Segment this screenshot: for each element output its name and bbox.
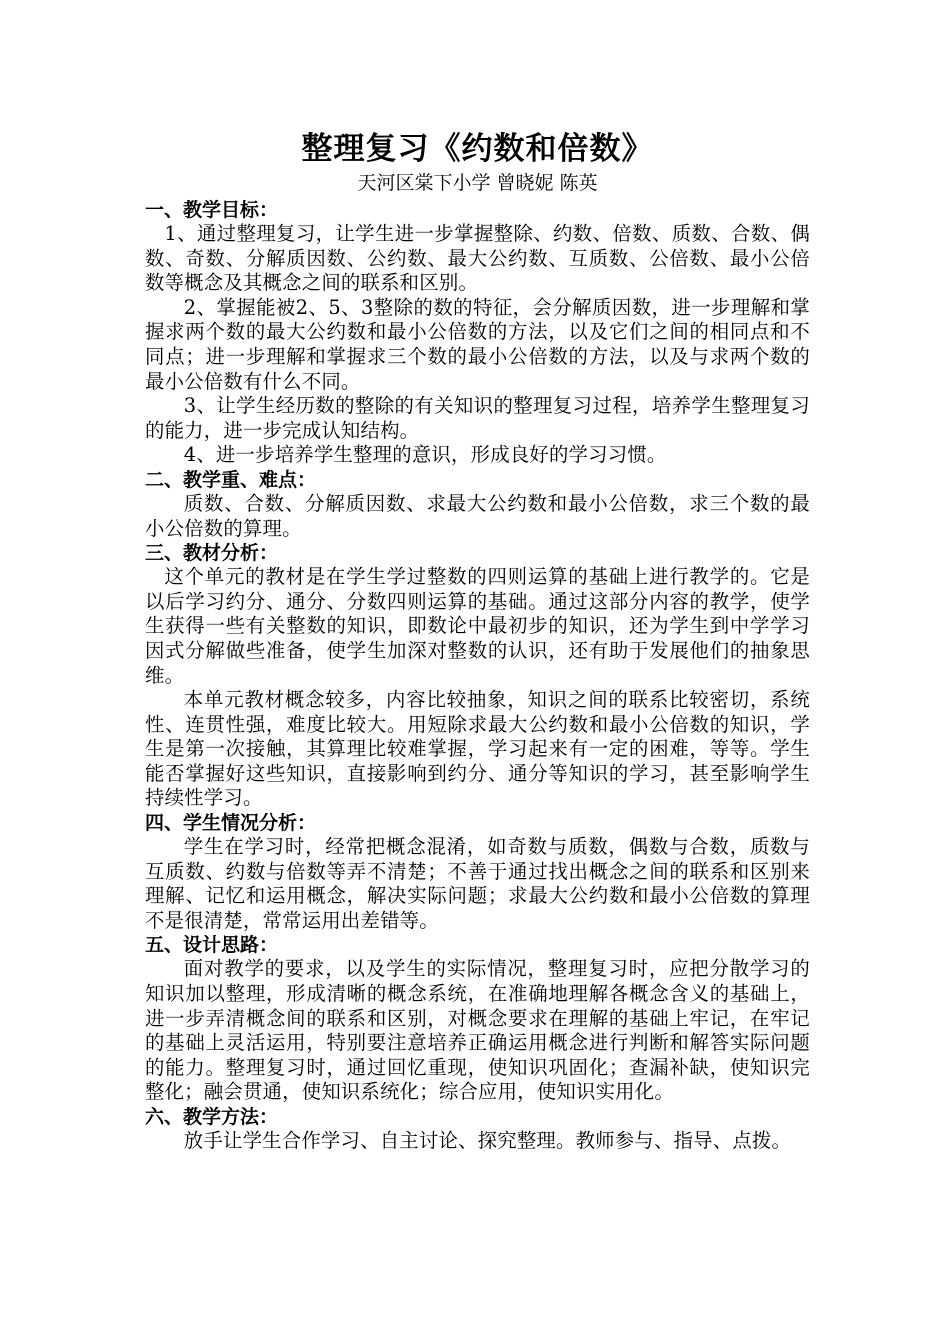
paragraph: 2、掌握能被2、5、3整除的数的特征，会分解质因数，进一步理解和掌握求两个数的最大公约数和最小公倍数的方法，以及它们之间的相同点和不同点；进一步理解和掌握求三个数的最小公倍数的方法，以及与求两个数的最小公倍数有什么不同。	[145, 295, 810, 393]
paragraph: 1、通过整理复习，让学生进一步掌握整除、约数、倍数、质数、合数、偶数、奇数、分解质因数、公约数、最大公约数、互质数、公倍数、最小公倍数等概念及其概念之间的联系和区别。	[145, 222, 810, 295]
section-heading: 五、设计思路：	[145, 934, 279, 957]
paragraph: 放手让学生合作学习、自主讨论、探究整理。教师参与、指导、点拨。	[183, 1129, 792, 1152]
section-heading: 一、教学目标：	[145, 199, 279, 221]
section-heading: 六、教学方法：	[145, 1106, 279, 1128]
paragraph: 这个单元的教材是在学生学过整数的四则运算的基础上进行教学的。它是以后学习约分、通分、分数四则运算的基础。通过这部分内容的教学，使学生获得一些有关整数的知识，即数论中最初步的知识，还为学生到中学学习因式分解做些准备，使学生加深对整数的认识，还有助于发展他们的抽象思维。	[145, 565, 810, 687]
section-material-analysis	[145, 541, 810, 811]
paragraph: 本单元教材概念较多，内容比较抽象，知识之间的联系比较密切，系统性、连贯性强，难度比较大。用短除求最大公约数和最小公倍数的知识，学生是第一次接触，其算理比较难掌握，学习起来有一定的困难，等等。学生能否掌握好这些知识，直接影响到约分、通分等知识的学习，甚至影响学生持续性学习。	[145, 688, 810, 810]
document-page	[145, 128, 810, 1154]
document-title: 整理复习《约数和倍数》	[301, 131, 654, 167]
section-teaching-goals	[145, 198, 810, 468]
paragraph: 3、让学生经历数的整除的有关知识的整理复习过程，培养学生整理复习的能力，进一步完成认知结构。	[145, 394, 810, 442]
section-design-ideas	[145, 933, 810, 1105]
paragraph: 质数、合数、分解质因数、求最大公约数和最小公倍数，求三个数的最小公倍数的算理。	[145, 491, 810, 540]
section-key-points	[145, 468, 810, 541]
section-heading: 三、教材分析：	[145, 542, 279, 565]
section-heading: 四、学生情况分析：	[145, 812, 317, 835]
section-student-analysis	[145, 811, 810, 933]
paragraph: 学生在学习时，经常把概念混淆，如奇数与质数，偶数与合数，质数与互质数、约数与倍数等弄不清楚；不善于通过找出概念之间的联系和区别来理解、记忆和运用概念，解决实际问题；求最大公约数和最小公倍数的算理不是很清楚，常常运用出差错等。	[145, 835, 810, 932]
paragraph: 面对教学的要求，以及学生的实际情况，整理复习时，应把分散学习的知识加以整理，形成清晰的概念系统，在准确地理解各概念含义的基础上，进一步弄清概念间的联系和区别，对概念要求在理解的基础上牢记，在牢记的基础上灵活运用，特别要注意培养正确运用概念进行判断和解答实际问题的能力。整理复习时，通过回忆重现，使知识巩固化；查漏补缺，使知识完整化；融会贯通，使知识系统化；综合应用，使知识实用化。	[145, 957, 810, 1104]
section-heading: 二、教学重、难点：	[145, 468, 317, 491]
section-teaching-methods	[145, 1105, 810, 1154]
paragraph: 4、进一步培养学生整理的意识，形成良好的学习习惯。	[183, 443, 667, 467]
author-line: 天河区棠下小学 曾晓妮 陈英	[357, 172, 598, 194]
